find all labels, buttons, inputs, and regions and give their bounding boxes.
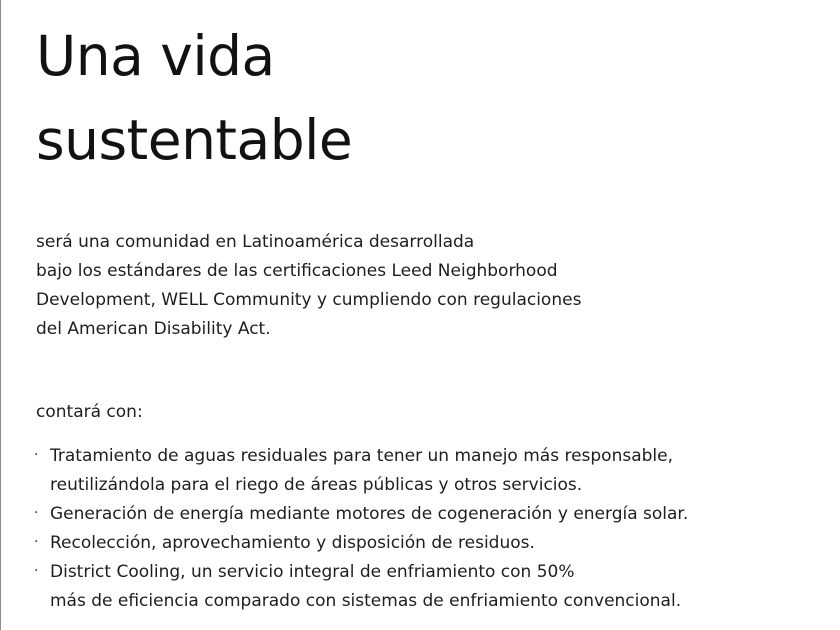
features-heading: contará con: (36, 402, 143, 422)
feature-line: Generación de energía mediante motores de cogeneración y energía solar. (50, 504, 689, 524)
bullet-dot-icon: · (34, 534, 39, 550)
feature-line: más de eficiencia comparado con sistemas de enfriamiento convencional. (50, 591, 682, 611)
left-border-line (0, 0, 1, 630)
feature-text (50, 558, 681, 616)
bullet-dot-icon: · (34, 505, 39, 521)
list-item (34, 529, 688, 558)
title-line-1: Una vida (36, 24, 275, 88)
intro-line: Development, WELL Community y cumpliendo con regulaciones (36, 290, 582, 310)
feature-line: Recolección, aprovechamiento y disposición de residuos. (50, 533, 535, 553)
list-item (34, 558, 688, 616)
intro-line: bajo los estándares de las certificaciones Leed Neighborhood (36, 261, 558, 281)
feature-text (50, 529, 535, 558)
intro-paragraph (36, 228, 581, 344)
list-item (34, 500, 688, 529)
feature-text (50, 500, 688, 529)
intro-line: del American Disability Act. (36, 319, 271, 339)
page-title (36, 14, 352, 182)
list-item (34, 442, 688, 500)
bullet-dot-icon: · (34, 563, 39, 579)
feature-line: reutilizándola para el riego de áreas públicas y otros servicios. (50, 475, 583, 495)
features-list (34, 442, 688, 616)
feature-line: Tratamiento de aguas residuales para tener un manejo más responsable, (50, 446, 674, 466)
feature-line: District Cooling, un servicio integral de enfriamiento con 50% (50, 562, 575, 582)
intro-line: será una comunidad en Latinoamérica desarrollada (36, 232, 475, 252)
feature-text (50, 442, 673, 500)
title-line-2: sustentable (36, 108, 353, 172)
bullet-dot-icon: · (34, 447, 39, 463)
